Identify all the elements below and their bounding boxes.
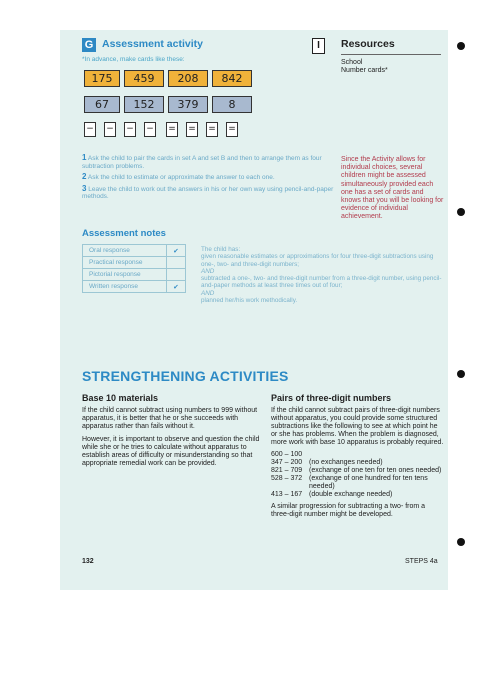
punch-hole (457, 538, 465, 546)
criteria-and: AND (201, 289, 215, 297)
base10-title: Base 10 materials (82, 393, 159, 403)
resource-item: Number cards* (341, 67, 388, 74)
activity-title: Assessment activity (102, 38, 203, 50)
pairs-title: Pairs of three-digit numbers (271, 393, 392, 403)
resource-item: School (341, 59, 363, 66)
response-label: Practical response (83, 257, 167, 269)
equals-card: = (206, 122, 218, 137)
assessment-criteria (201, 246, 443, 304)
example-row: 821 – 709 (exchange of one ten for ten ones needed) (271, 467, 442, 474)
punch-hole (457, 42, 465, 50)
section-badge-i: I (312, 38, 325, 54)
minus-card: − (144, 122, 156, 137)
instruction-item: 2 Ask the child to estimate or approximate the answer to each one. (82, 172, 275, 181)
pairs-body (271, 407, 444, 524)
assessment-notes-title: Assessment notes (82, 228, 166, 239)
base10-body (82, 407, 264, 473)
punch-hole (457, 208, 465, 216)
strengthening-title: STRENGTHENING ACTIVITIES (82, 368, 289, 384)
card-a-4: 842 (212, 70, 252, 87)
example-row: 347 – 200 (no exchanges needed) (271, 459, 383, 466)
equals-card: = (226, 122, 238, 137)
activity-subtitle: *In advance, make cards like these: (82, 56, 185, 63)
footer-label: STEPS 4a (405, 558, 438, 565)
paragraph: If the child cannot subtract pairs of three-digit numbers without apparatus, you could provide some structured subtractions like the following to see at which point he or she has problems. When the problem is diagnosed, more work with base 10 apparatus is probably required. (271, 407, 444, 446)
minus-card: − (104, 122, 116, 137)
response-label: Oral response (83, 245, 167, 257)
paragraph: However, it is important to observe and question the child while she or he tries to calculate without apparatus to establish areas of difficulty or misunderstanding so that appropriate remedial work can be provided. (82, 436, 260, 467)
instruction-item: 1 Ask the child to pair the cards in set A and set B and then to arrange them as four subtraction problems. (82, 153, 322, 170)
tick-icon: ✔ (167, 245, 186, 257)
example-row: 600 – 100 (271, 451, 303, 458)
table-row (83, 257, 186, 269)
card-a-3: 208 (168, 70, 208, 87)
instruction-item: 3 Leave the child to work out the answers in his or her own way using pencil-and-paper methods. (82, 183, 334, 200)
criteria-and: AND (201, 267, 215, 275)
instruction-list (82, 154, 334, 201)
page (60, 30, 448, 590)
card-a-2: 459 (124, 70, 164, 87)
card-b-4: 8 (212, 96, 252, 113)
minus-card: − (124, 122, 136, 137)
page-number: 132 (82, 558, 94, 565)
tick-cell (167, 257, 186, 269)
response-label: Pictorial response (83, 269, 167, 281)
card-b-1: 67 (84, 96, 120, 113)
paragraph: If the child cannot subtract using numbers to 999 without apparatus, it is better that he or she succeeds with apparatus rather than fails without it. (82, 407, 258, 430)
resources-divider (341, 54, 441, 55)
table-row (83, 281, 186, 293)
section-badge-g: G (82, 38, 96, 52)
tick-cell (167, 269, 186, 281)
table-row (83, 269, 186, 281)
resources-title: Resources (341, 38, 395, 50)
card-b-3: 379 (168, 96, 208, 113)
example-list (271, 451, 444, 499)
side-note: Since the Activity allows for individual choices, several children might be assessed simultaneously provided each one has a set of cards and knows that you will be looking for evidence of individual achievement. (341, 156, 444, 221)
card-b-2: 152 (124, 96, 164, 113)
criteria-item: subtracted a one-, two- and three-digit number from a three-digit number, using pencil-and-paper methods at least three times out of four; (201, 275, 442, 290)
criteria-item: given reasonable estimates or approximations for four three-digit subtractions using one-, two- and three-digit numbers; (201, 253, 434, 268)
minus-card: − (84, 122, 96, 137)
example-row: 413 – 167 (double exchange needed) (271, 491, 393, 498)
resources-list (341, 59, 388, 75)
table-row (83, 245, 186, 257)
example-row: 528 – 372 (exchange of one hundred for ten tens needed) (271, 475, 428, 490)
response-label: Written response (83, 281, 167, 293)
equals-card: = (166, 122, 178, 137)
criteria-item: planned her/his work methodically. (201, 297, 298, 305)
criteria-intro: The child has: (201, 246, 241, 253)
equals-card: = (186, 122, 198, 137)
tick-icon: ✔ (167, 281, 186, 293)
paragraph: A similar progression for subtracting a two- from a three-digit number might be developed. (271, 503, 426, 518)
response-table (82, 244, 186, 293)
card-a-1: 175 (84, 70, 120, 87)
punch-hole (457, 370, 465, 378)
